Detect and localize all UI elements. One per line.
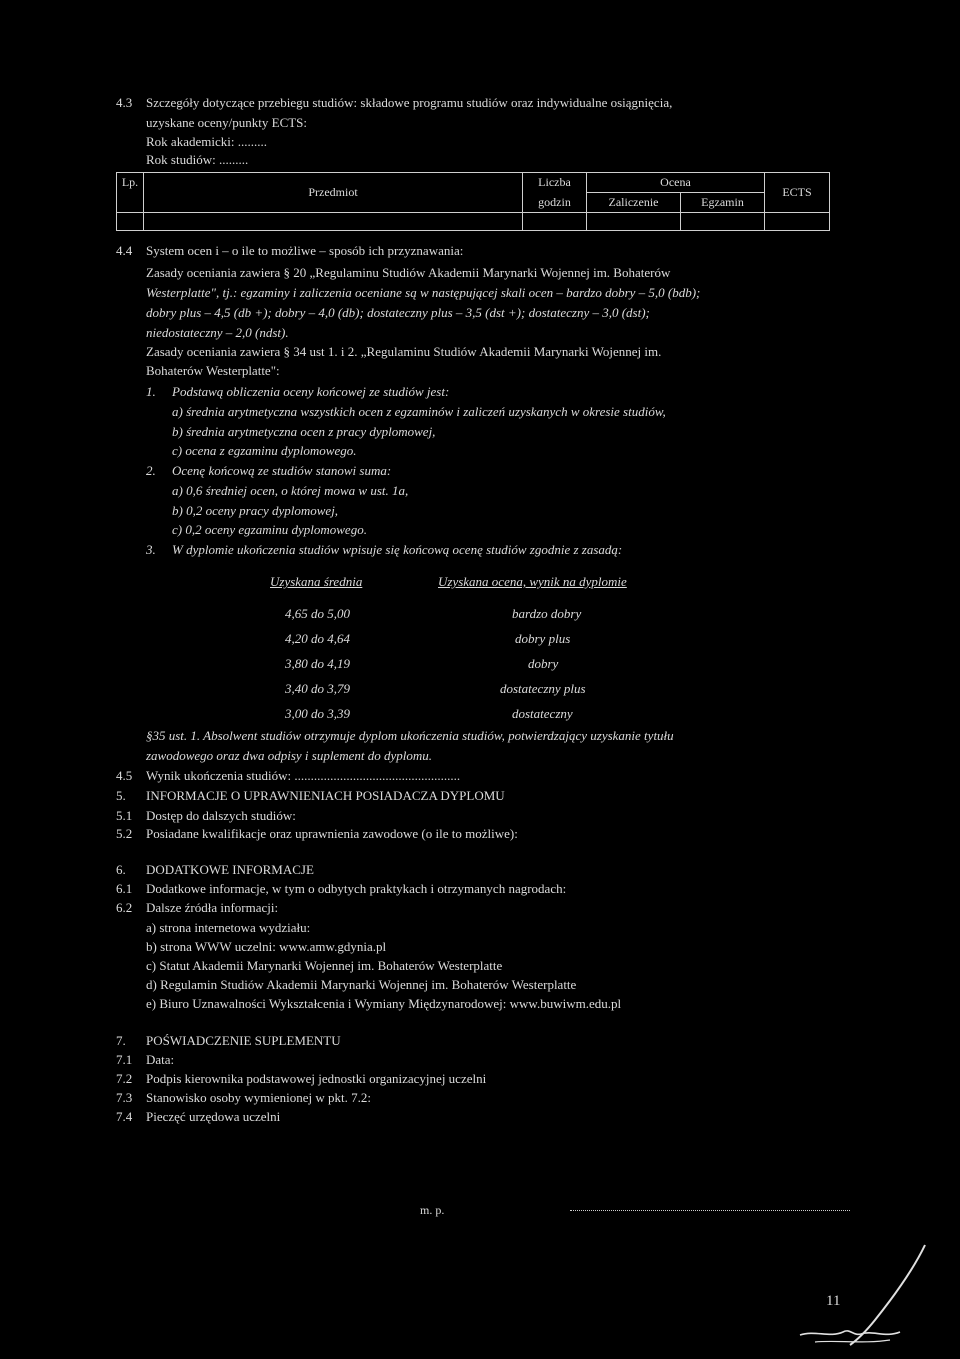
paragraph: Bohaterów Westerplatte": [146, 363, 280, 378]
section-text: uzyskane oceny/punkty ECTS: [146, 115, 308, 130]
source-item: d) Regulamin Studiów Akademii Marynarki Wojennej im. Bohaterów Westerplatte [146, 977, 577, 992]
grade-range: 3,80 do 4,19 [285, 656, 350, 671]
grade-range: 4,20 do 4,64 [285, 631, 350, 646]
col-grade: Ocena [587, 173, 765, 193]
list-subitem: b) średnia arytmetyczna ocen z pracy dyplomowej, [172, 424, 436, 439]
table-cell [523, 213, 587, 231]
list-num: 2. [146, 463, 156, 478]
paragraph: Westerplatte", tj.: egzaminy i zaliczenia oceniane są w następującej skali ocen – bardzo dobry – 5,0 (bdb); [146, 285, 701, 300]
section-num: 7.2 [116, 1071, 133, 1086]
section-num: 4.3 [116, 95, 133, 110]
section-num: 6.2 [116, 900, 133, 915]
grade-result: dostateczny [512, 706, 573, 721]
source-item: c) Statut Akademii Marynarki Wojennej im. Bohaterów Westerplatte [146, 958, 503, 973]
paragraph: zawodowego oraz dwa odpisy i suplement do dyplomu. [146, 748, 432, 763]
list-subitem: a) średnia arytmetyczna wszystkich ocen z egzaminów i zaliczeń uzyskanych w okresie studiów, [172, 404, 666, 419]
paragraph: niedostateczny – 2,0 (ndst). [146, 325, 289, 340]
table-cell [765, 213, 830, 231]
grade-head-left: Uzyskana średnia [270, 574, 363, 589]
grade-range: 4,65 do 5,00 [285, 606, 350, 621]
grade-result: bardzo dobry [512, 606, 582, 621]
stamp-placeholder: m. p. [420, 1203, 445, 1217]
source-item: e) Biuro Uznawalności Wykształcenia i Wymiany Międzynarodowej: www.buwiwm.edu.pl [146, 996, 622, 1011]
section-text: Pieczęć urzędowa uczelni [146, 1109, 281, 1124]
list-subitem: a) 0,6 średniej ocen, o której mowa w ust. 1a, [172, 483, 409, 498]
grade-result: dobry plus [515, 631, 571, 646]
col-lp: Lp. [117, 173, 144, 213]
list-item: Ocenę końcową ze studiów stanowi suma: [172, 463, 392, 478]
grade-range: 3,40 do 3,79 [285, 681, 350, 696]
section-heading: INFORMACJE O UPRAWNIENIACH POSIADACZA DYPLOMU [146, 788, 505, 803]
list-item: Podstawą obliczenia oceny końcowej ze studiów jest: [172, 384, 450, 399]
table-cell [681, 213, 765, 231]
list-subitem: b) 0,2 oceny pracy dyplomowej, [172, 503, 339, 518]
section-heading: DODATKOWE INFORMACJE [146, 862, 314, 877]
section-text: Szczegóły dotyczące przebiegu studiów: składowe programu studiów oraz indywidualne osiągnięcia, [146, 95, 673, 110]
section-num: 4.5 [116, 768, 133, 783]
section-num: 5.1 [116, 808, 133, 823]
section-num: 4.4 [116, 243, 133, 258]
grade-result: dobry [528, 656, 559, 671]
col-subject: Przedmiot [144, 173, 523, 213]
paragraph: dobry plus – 4,5 (db +); dobry – 4,0 (db); dostateczny plus – 3,5 (dst +); dostateczny – 3,0 (dst); [146, 305, 650, 320]
col-exam: Egzamin [681, 193, 765, 213]
section-text: Wynik ukończenia studiów: ................................................... [146, 768, 461, 783]
source-item: b) strona WWW uczelni: www.amw.gdynia.pl [146, 939, 387, 954]
paragraph: §35 ust. 1. Absolwent studiów otrzymuje dyplom ukończenia studiów, potwierdzający uzyskanie tytułu [146, 728, 674, 743]
section-num: 5.2 [116, 826, 133, 841]
list-subitem: c) ocena z egzaminu dyplomowego. [172, 443, 357, 458]
page-number: 11 [826, 1293, 841, 1309]
section-text: Dostęp do dalszych studiów: [146, 808, 296, 823]
paragraph: Zasady oceniania zawiera § 34 ust 1. i 2. „Regulaminu Studiów Akademii Marynarki Wojennej im. [146, 344, 662, 359]
paragraph: Zasady oceniania zawiera § 20 „Regulaminu Studiów Akademii Marynarki Wojennej im. Bohaterów [146, 265, 671, 280]
section-num: 7.1 [116, 1052, 133, 1067]
list-item: W dyplomie ukończenia studiów wpisuje się końcową ocenę studiów zgodnie z zasadą: [172, 542, 623, 557]
section-text: Dodatkowe informacje, w tym o odbytych praktykach i otrzymanych nagrodach: [146, 881, 567, 896]
table-cell [117, 213, 144, 231]
section-num: 5. [116, 788, 126, 803]
table-cell [587, 213, 681, 231]
col-hours: Liczba [523, 173, 587, 193]
list-subitem: c) 0,2 oceny egzaminu dyplomowego. [172, 522, 367, 537]
section-title: System ocen i – o ile to możliwe – sposób ich przyznawania: [146, 243, 464, 258]
list-num: 1. [146, 384, 156, 399]
grade-range: 3,00 do 3,39 [285, 706, 350, 721]
col-ects: ECTS [765, 173, 830, 213]
section-num: 7. [116, 1033, 126, 1048]
section-text: Posiadane kwalifikacje oraz uprawnienia zawodowe (o ile to możliwe): [146, 826, 518, 841]
study-year: Rok studiów: ......... [146, 152, 249, 167]
section-num: 7.4 [116, 1109, 133, 1124]
section-heading: POŚWIADCZENIE SUPLEMENTU [146, 1033, 341, 1048]
grade-result: dostateczny plus [500, 681, 586, 696]
col-hours-2: godzin [523, 193, 587, 213]
section-num: 7.3 [116, 1090, 133, 1105]
list-num: 3. [146, 542, 156, 557]
handwritten-signature [795, 1240, 935, 1355]
section-text: Podpis kierownika podstawowej jednostki organizacyjnej uczelni [146, 1071, 487, 1086]
section-num: 6. [116, 862, 126, 877]
section-text: Stanowisko osoby wymienionej w pkt. 7.2: [146, 1090, 371, 1105]
signature-line [570, 1210, 850, 1211]
section-text: Dalsze źródła informacji: [146, 900, 279, 915]
grades-table [116, 172, 830, 231]
table-cell [144, 213, 523, 231]
section-text: Data: [146, 1052, 175, 1067]
academic-year: Rok akademicki: ......... [146, 134, 267, 149]
source-item: a) strona internetowa wydziału: [146, 920, 311, 935]
col-pass: Zaliczenie [587, 193, 681, 213]
grade-head-right: Uzyskana ocena, wynik na dyplomie [438, 574, 627, 589]
section-num: 6.1 [116, 881, 133, 896]
